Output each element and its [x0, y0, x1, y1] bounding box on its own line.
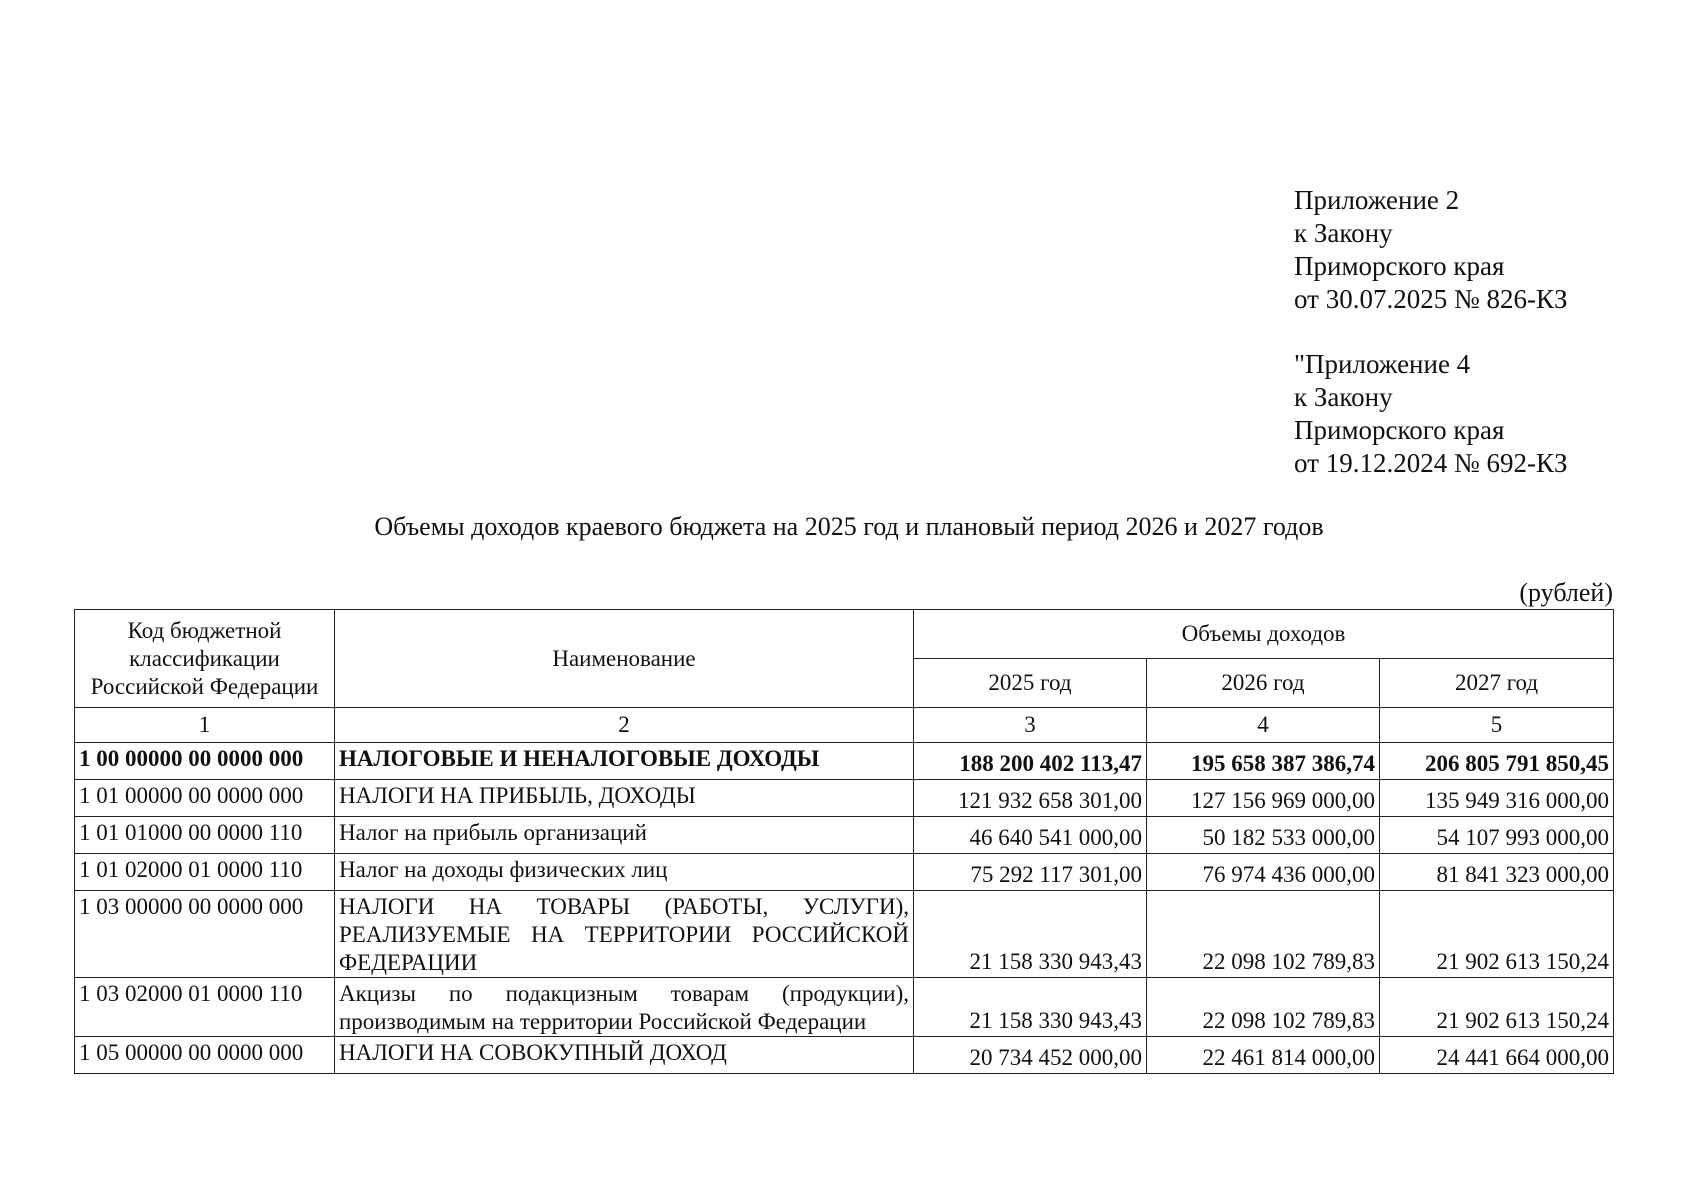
units-label: (рублей) [1519, 578, 1613, 607]
revenue-table [74, 609, 1614, 1074]
row-amount-2025: 75 292 117 301,00 [914, 854, 1147, 891]
appendix-amended-line: Приморского края [1294, 415, 1505, 445]
column-number: 3 [914, 708, 1147, 743]
column-number: 2 [335, 708, 914, 743]
appendix-current-reference [1294, 184, 1567, 316]
header-revenue-volumes: Объемы доходов [914, 610, 1614, 659]
table-row [75, 780, 1614, 817]
document-title: Объемы доходов краевого бюджета на 2025 год и плановый период 2026 и 2027 годов [374, 512, 1324, 541]
row-amount-2025: 121 932 658 301,00 [914, 780, 1147, 817]
column-number: 5 [1380, 708, 1614, 743]
row-name: НАЛОГИ НА ПРИБЫЛЬ, ДОХОДЫ [335, 780, 914, 817]
row-code: 1 00 00000 00 0000 000 [75, 743, 335, 780]
appendix-current-line: от 30.07.2025 № 826-КЗ [1294, 284, 1568, 314]
header-name: Наименование [335, 610, 914, 708]
column-number: 4 [1147, 708, 1380, 743]
row-amount-2025: 46 640 541 000,00 [914, 817, 1147, 854]
row-name: Акцизы по подакцизным товарам (продукции), производимым на территории Российской Федерации [335, 978, 914, 1037]
row-amount-2027: 135 949 316 000,00 [1380, 780, 1614, 817]
row-amount-2027: 81 841 323 000,00 [1380, 854, 1614, 891]
appendix-amended-line: от 19.12.2024 № 692-КЗ [1294, 448, 1568, 478]
row-name: НАЛОГИ НА ТОВАРЫ (РАБОТЫ, УСЛУГИ), РЕАЛИЗУЕМЫЕ НА ТЕРРИТОРИИ РОССИЙСКОЙ ФЕДЕРАЦИИ [335, 891, 914, 978]
appendix-current-line: Приморского края [1294, 251, 1505, 281]
row-amount-2026: 50 182 533 000,00 [1147, 817, 1380, 854]
row-amount-2025: 188 200 402 113,47 [914, 743, 1147, 780]
table-row [75, 1037, 1614, 1074]
row-code: 1 01 00000 00 0000 000 [75, 780, 335, 817]
appendix-amended-line: к Закону [1294, 382, 1393, 412]
row-amount-2027: 206 805 791 850,45 [1380, 743, 1614, 780]
table-header-row [75, 610, 1614, 659]
column-numbers-row [75, 708, 1614, 743]
header-year-2026: 2026 год [1147, 659, 1380, 708]
row-code: 1 01 01000 00 0000 110 [75, 817, 335, 854]
row-code: 1 01 02000 01 0000 110 [75, 854, 335, 891]
row-amount-2025: 20 734 452 000,00 [914, 1037, 1147, 1074]
appendix-amended-reference [1294, 348, 1567, 480]
table-row [75, 854, 1614, 891]
row-amount-2026: 195 658 387 386,74 [1147, 743, 1380, 780]
row-amount-2025: 21 158 330 943,43 [914, 891, 1147, 978]
row-name: НАЛОГОВЫЕ И НЕНАЛОГОВЫЕ ДОХОДЫ [335, 743, 914, 780]
table-row [75, 817, 1614, 854]
row-amount-2026: 76 974 436 000,00 [1147, 854, 1380, 891]
row-amount-2027: 21 902 613 150,24 [1380, 891, 1614, 978]
table-row [75, 743, 1614, 780]
header-year-2027: 2027 год [1380, 659, 1614, 708]
row-amount-2026: 127 156 969 000,00 [1147, 780, 1380, 817]
header-year-2025: 2025 год [914, 659, 1147, 708]
row-amount-2026: 22 098 102 789,83 [1147, 891, 1380, 978]
row-code: 1 03 02000 01 0000 110 [75, 978, 335, 1037]
row-amount-2027: 24 441 664 000,00 [1380, 1037, 1614, 1074]
table-row [75, 978, 1614, 1037]
row-name: НАЛОГИ НА СОВОКУПНЫЙ ДОХОД [335, 1037, 914, 1074]
appendix-current-line: к Закону [1294, 218, 1393, 248]
row-amount-2027: 54 107 993 000,00 [1380, 817, 1614, 854]
row-name: Налог на прибыль организаций [335, 817, 914, 854]
appendix-amended-line: "Приложение 4 [1294, 349, 1471, 379]
column-number: 1 [75, 708, 335, 743]
appendix-current-line: Приложение 2 [1294, 185, 1460, 215]
row-code: 1 05 00000 00 0000 000 [75, 1037, 335, 1074]
row-amount-2027: 21 902 613 150,24 [1380, 978, 1614, 1037]
table-row [75, 891, 1614, 978]
row-name: Налог на доходы физических лиц [335, 854, 914, 891]
row-amount-2025: 21 158 330 943,43 [914, 978, 1147, 1037]
row-amount-2026: 22 098 102 789,83 [1147, 978, 1380, 1037]
row-amount-2026: 22 461 814 000,00 [1147, 1037, 1380, 1074]
header-code: Код бюджетной классификации Российской Федерации [75, 610, 335, 708]
row-code: 1 03 00000 00 0000 000 [75, 891, 335, 978]
